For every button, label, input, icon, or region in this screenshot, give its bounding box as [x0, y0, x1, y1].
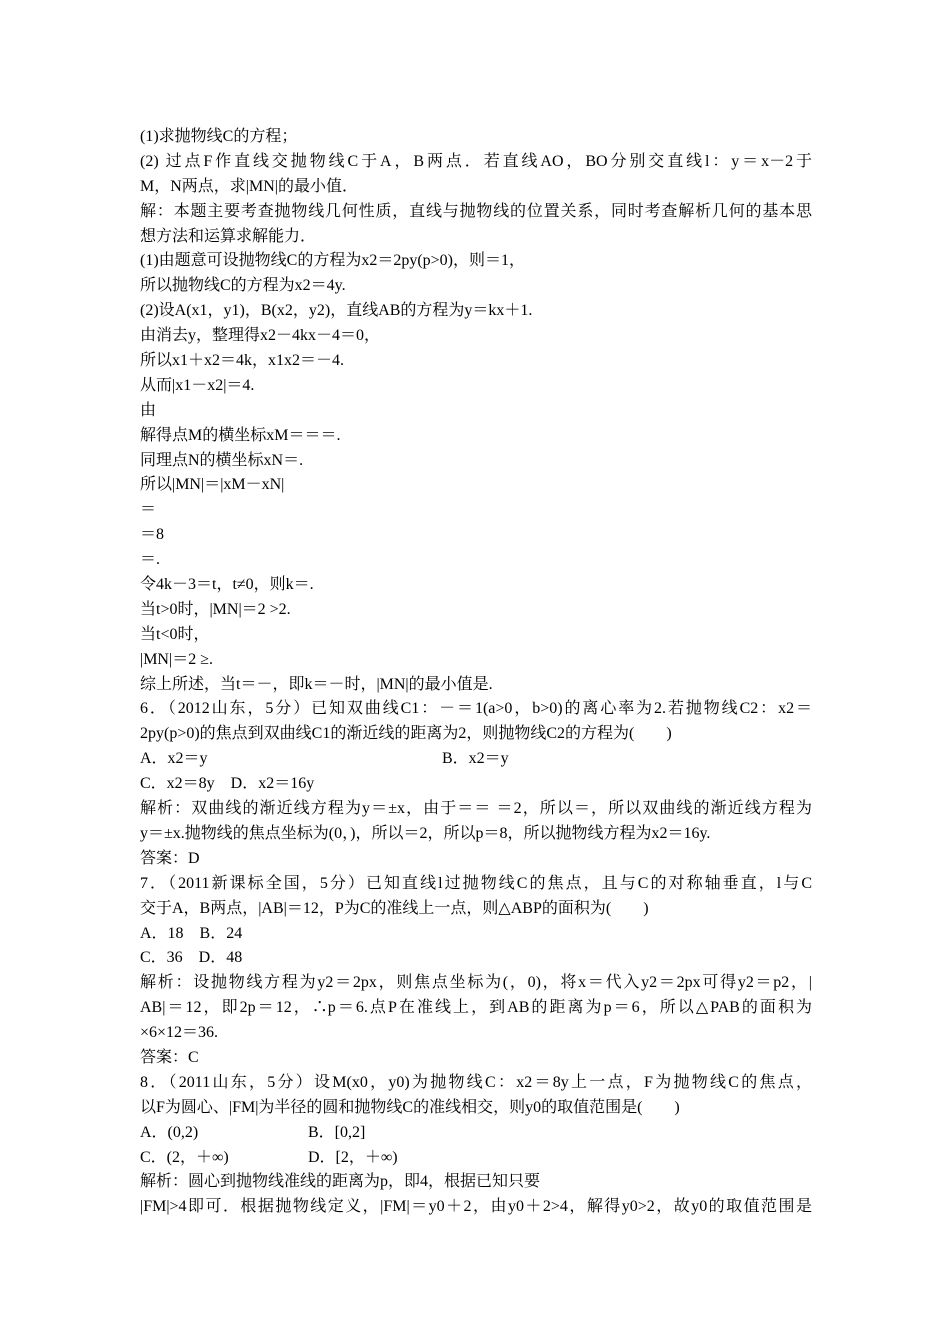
question-8-options-row: [140, 1146, 812, 1171]
text-line: ＝.: [140, 551, 161, 569]
text-line: M，N两点，求|MN|的最小值．: [140, 177, 358, 195]
text-line: 从而|x1－x2|＝4.: [140, 376, 255, 394]
text-line: 当t<0时，: [140, 625, 210, 643]
solution-line: y＝±x.抛物线的焦点坐标为(0，)，所以＝2，所以p＝8，所以抛物线方程为x2＝16y.: [140, 824, 711, 842]
question-6-options-row: C．x2＝8y D．x2＝16y: [140, 775, 315, 793]
text-line: 由消去y，整理得x2－4kx－4＝0，: [140, 327, 381, 345]
question-7-options-row: C．36 D．48: [140, 949, 243, 967]
option-d: D．[2，＋∞): [308, 1148, 398, 1166]
text-line: 由: [140, 401, 157, 419]
text-line: (1)求抛物线C的方程；: [140, 128, 298, 145]
question-7-stem: 交于A，B两点，|AB|＝12，P为C的准线上一点，则△ABP的面积为( ): [140, 899, 649, 917]
question-6-stem: 2py(p>0)的焦点到双曲线C1的渐近线的距离为2，则抛物线C2的方程为( ): [140, 725, 672, 743]
question-6-stem: 6．（2012山东，5分）已知双曲线C1：－＝1(a>0，b>0)的离心率为2.若抛物线C2：x2＝: [140, 700, 812, 718]
solution-line: 解析：圆心到抛物线准线的距离为p，即4，根据已知只要: [140, 1173, 541, 1191]
solution-line: 解析：设抛物线方程为y2＝2px，则焦点坐标为(，0)，将x＝代入y2＝2px可得y2＝p2，|: [140, 974, 812, 992]
question-8-stem: 以F为圆心、|FM|为半径的圆和抛物线C的准线相交，则y0的取值范围是( ): [140, 1098, 680, 1116]
text-line: ＝8: [140, 526, 165, 544]
text-line: 想方法和运算求解能力．: [140, 227, 317, 245]
solution-line: |FM|>4即可．根据抛物线定义，|FM|＝y0＋2，由y0＋2>4，解得y0>2，故y0的取值范围是: [140, 1198, 812, 1216]
text-line: 所以x1＋x2＝4k，x1x2＝－4.: [140, 352, 345, 370]
text-line: 解：本题主要考查抛物线几何性质，直线与抛物线的位置关系，同时考查解析几何的基本思: [140, 202, 812, 220]
text-line: (2) 过点F作直线交抛物线C于A，B两点．若直线AO，BO分别交直线l：y＝x－2于: [140, 152, 812, 170]
text-line: 同理点N的横坐标xN＝.: [140, 451, 304, 469]
solution-line: 解析：双曲线的渐近线方程为y＝±x，由于＝＝ ＝2，所以＝，所以双曲线的渐近线方程为: [140, 800, 812, 818]
solution-line: ×6×12＝36.: [140, 1024, 219, 1042]
text-line: 解得点M的横坐标xM＝＝＝.: [140, 426, 341, 444]
solution-line: AB|＝12，即2p＝12，∴p＝6.点P在准线上，到AB的距离为p＝6，所以△PAB的面积为: [140, 999, 812, 1017]
text-line: 综上所述，当t＝－，即k＝－时，|MN|的最小值是.: [140, 675, 493, 693]
answer-line: 答案：D: [140, 849, 200, 867]
option-a: A．x2＝y: [140, 750, 208, 768]
text-line: (1)由题意可设抛物线C的方程为x2＝2py(p>0)，则＝1，: [140, 252, 526, 270]
answer-line: 答案：C: [140, 1048, 199, 1066]
question-6-options-row: [140, 747, 812, 772]
text-line: 令4k－3＝t，t≠0，则k＝.: [140, 576, 314, 594]
text-line: |MN|＝2 ≥.: [140, 650, 213, 668]
option-b: B．x2＝y: [442, 750, 509, 768]
text-line: 当t>0时，|MN|＝2 >2.: [140, 600, 291, 618]
text-line: 所以|MN|＝|xM－xN|: [140, 476, 285, 494]
option-c: C．(2，＋∞): [140, 1148, 229, 1166]
question-7-stem: 7．（2011新课标全国，5分）已知直线l过抛物线C的焦点，且与C的对称轴垂直，l与C: [140, 874, 812, 892]
option-a: A．(0,2): [140, 1123, 199, 1141]
text-line: (2)设A(x1，y1)，B(x2，y2)，直线AB的方程为y＝kx＋1.: [140, 302, 533, 320]
document-page: [140, 125, 812, 1220]
question-7-options-row: A．18 B．24: [140, 924, 243, 942]
text-line: ＝: [140, 501, 157, 519]
option-b: B．[0,2]: [308, 1123, 366, 1141]
question-8-stem: 8．（2011山东，5分）设M(x0，y0)为抛物线C：x2＝8y上一点，F为抛物线C的焦点，: [140, 1073, 812, 1091]
text-line: 所以抛物线C的方程为x2＝4y.: [140, 277, 346, 295]
question-8-options-row: [140, 1121, 812, 1146]
